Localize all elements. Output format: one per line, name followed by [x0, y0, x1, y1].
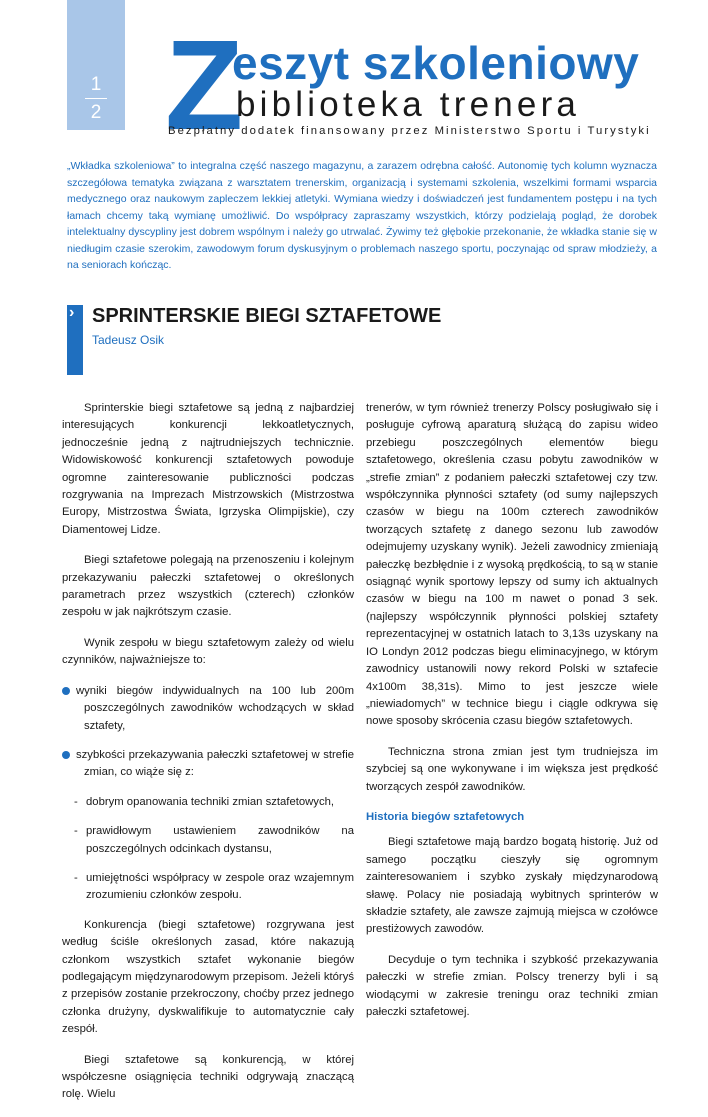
- paragraph: Biegi sztafetowe są konkurencją, w której współczesne osiągnięcia techniki odgrywają znaczącą rolę. Wielu: [62, 1053, 354, 1101]
- paragraph: Techniczna strona zmian jest tym trudniejsza im szybciej są one wykonywane i im większa jest prędkość tworzących zespół zawodników.: [366, 745, 658, 793]
- bullet-icon: [62, 751, 70, 759]
- sub-list-item: - prawidłowym ustawieniem zawodników na poszczególnych odcinkach dystansu,: [74, 825, 354, 855]
- paragraph: trenerów, w tym również trenerzy Polscy posługiwało się i posługuje cyfrową aparaturą służącą do zapisu wideo przebiegu poszczególnych elementów biegu sztafetowego, określenia czasu pobytu zawodników w „strefie zmian” z podaniem pałeczki sztafetowej czy tzw. współczynnika płynności sztafety (od sumy najlepszych czasów w biegu na 100m czterech zawodników tworzących sztafetę z danego sezonu lub zawodów odejmujemy uzyskany wynik). Jeżeli zawodnicy zmieniają pałeczkę bezbłędnie i z wysoką prędkością, to są w stanie osiągnąć wynik sportowy lepszy od sumy ich aktualnych czasów w biegu na 100 m nawet o ponad 3 sek. (najlepszy współczynnik płynności polskiej sztafety reprezentacyjnej w ostatnich latach to 3,13s uzyskany na IO Londyn 2012 podczas biegu eliminacyjnego, w którym zawodnicy ustanowili nowy rekord Polski w sztafecie 4x100m 38,31s). Mimo to jest jeszcze wiele „niewiadomych” w technice biegu i ciągle odkrywa się nowe sposoby skrócenia czasu biegów sztafetowych.: [366, 402, 658, 728]
- article-title: SPRINTERSKIE BIEGI SZTAFETOWE: [92, 305, 442, 327]
- bullet-icon: [62, 687, 70, 695]
- issue-number-bottom: 2: [90, 102, 102, 123]
- masthead-subtitle-line: biblioteka trenera: [236, 85, 581, 124]
- section-heading: Historia biegów sztafetowych: [366, 810, 525, 823]
- issue-number-top: 1: [90, 74, 102, 95]
- sponsor-note: Bezpłatny dodatek finansowany przez Ministerstwo Sportu i Turystyki: [168, 125, 651, 137]
- masthead-z-letter: Z: [165, 14, 240, 157]
- paragraph: Wynik zespołu w biegu sztafetowym zależy od wielu czynników, najważniejsze to:: [62, 636, 354, 667]
- paragraph: Sprinterskie biegi sztafetowe są jedną z najbardziej interesujących konkurencji lekkoatletycznych, jednocześnie jedną z najtrudniejszych technicznie. Widowiskowość konkurencji sztafetowych powoduje ogromne zainteresowanie publiczności podczas rozgrywania na Imprezach Mistrzowskich (Mistrzostwa Europy, Mistrzostwa Świata, Igrzyska Olimpijskie), czy Diamentowej Lidze.: [62, 402, 354, 536]
- article-column-right: [366, 400, 658, 1034]
- paragraph: Decyduje o tym technika i szybkość przekazywania pałeczki w strefie zmian. Polscy trenerzy byli i są wiodącymi w zakresie treningu oraz techniki zmian pałeczki sztafetowej.: [366, 953, 658, 1018]
- sub-list-item: - umiejętności współpracy w zespole oraz wzajemnym zrozumieniu członków zespołu.: [74, 871, 354, 902]
- list-item: szybkości przekazywania pałeczki sztafetowej w strefie zmian, co wiąże się z:: [62, 747, 354, 782]
- paragraph: Konkurencja (biegi sztafetowe) rozgrywana jest według ściśle określonych zasad, które nakazują członkom wszystkich sztafet wykonanie biegów podlegającym międzynarodowym przepisom. Jeżeli któryś z przepisów zostanie przekroczony, choćby przez jednego członka drużyny, dyskwalifikuje to automatycznie cały zespół.: [62, 918, 354, 1036]
- chevron-right-icon: ›: [69, 304, 75, 321]
- paragraph: Biegi sztafetowe polegają na przenoszeniu i kolejnym przekazywaniu pałeczki sztafetowej o określonych parametrach przez wszystkich (czterech) członków zespołu w jak najkrótszym czasie.: [62, 554, 354, 619]
- list-item: wyniki biegów indywidualnych na 100 lub 200m poszczególnych zawodników wchodzących w skład sztafety,: [62, 683, 354, 735]
- article-author: Tadeusz Osik: [92, 333, 165, 347]
- sub-list-item: - dobrym opanowania techniki zmian sztafetowych,: [74, 795, 335, 808]
- paragraph: Biegi sztafetowe mają bardzo bogatą historię. Już od samego początku cieszyły się ogromnym zainteresowaniem i szybko zyskały międzynarodową sławę. Polacy nie posiadają wybitnych sprinterów w składzie sztafety, ale zawsze zajmują miejsca w czołówce prestiżowych zawodów.: [366, 836, 658, 936]
- intro-paragraph: „Wkładka szkoleniowa” to integralna część naszego magazynu, a zarazem odrębna całość. Autonomię tych kolumn wyznacza szczegółowa tematyka związana z warsztatem trenerskim, organizacją i systemami szkolenia, wszelkimi formami wsparcia medycznego oraz naukowym zapleczem lekkiej atletyki. Wymiana wiedzy i doświadczeń jest fundamentem postępu i na tych łamach chcemy taką wymianę umożliwić. Do współpracy zapraszamy wszystkich, którzy podzielają pogląd, że dorobek intelektualny dyscypliny jest dobrem wspólnym i należy go utrwalać. Żywimy też głębokie przekonanie, że wkładka stanie się w niedługim czasie szerokim, zawodowym forum dyskusyjnym o problemach naszego sportu, poczynając od spraw młodzieży, a na seniorach kończąc.: [67, 160, 657, 271]
- issue-divider: [85, 98, 107, 99]
- masthead-title: eszyt szkoleniowy: [232, 37, 640, 89]
- article-column-left: [62, 400, 354, 1117]
- issue-number-box: [67, 0, 125, 130]
